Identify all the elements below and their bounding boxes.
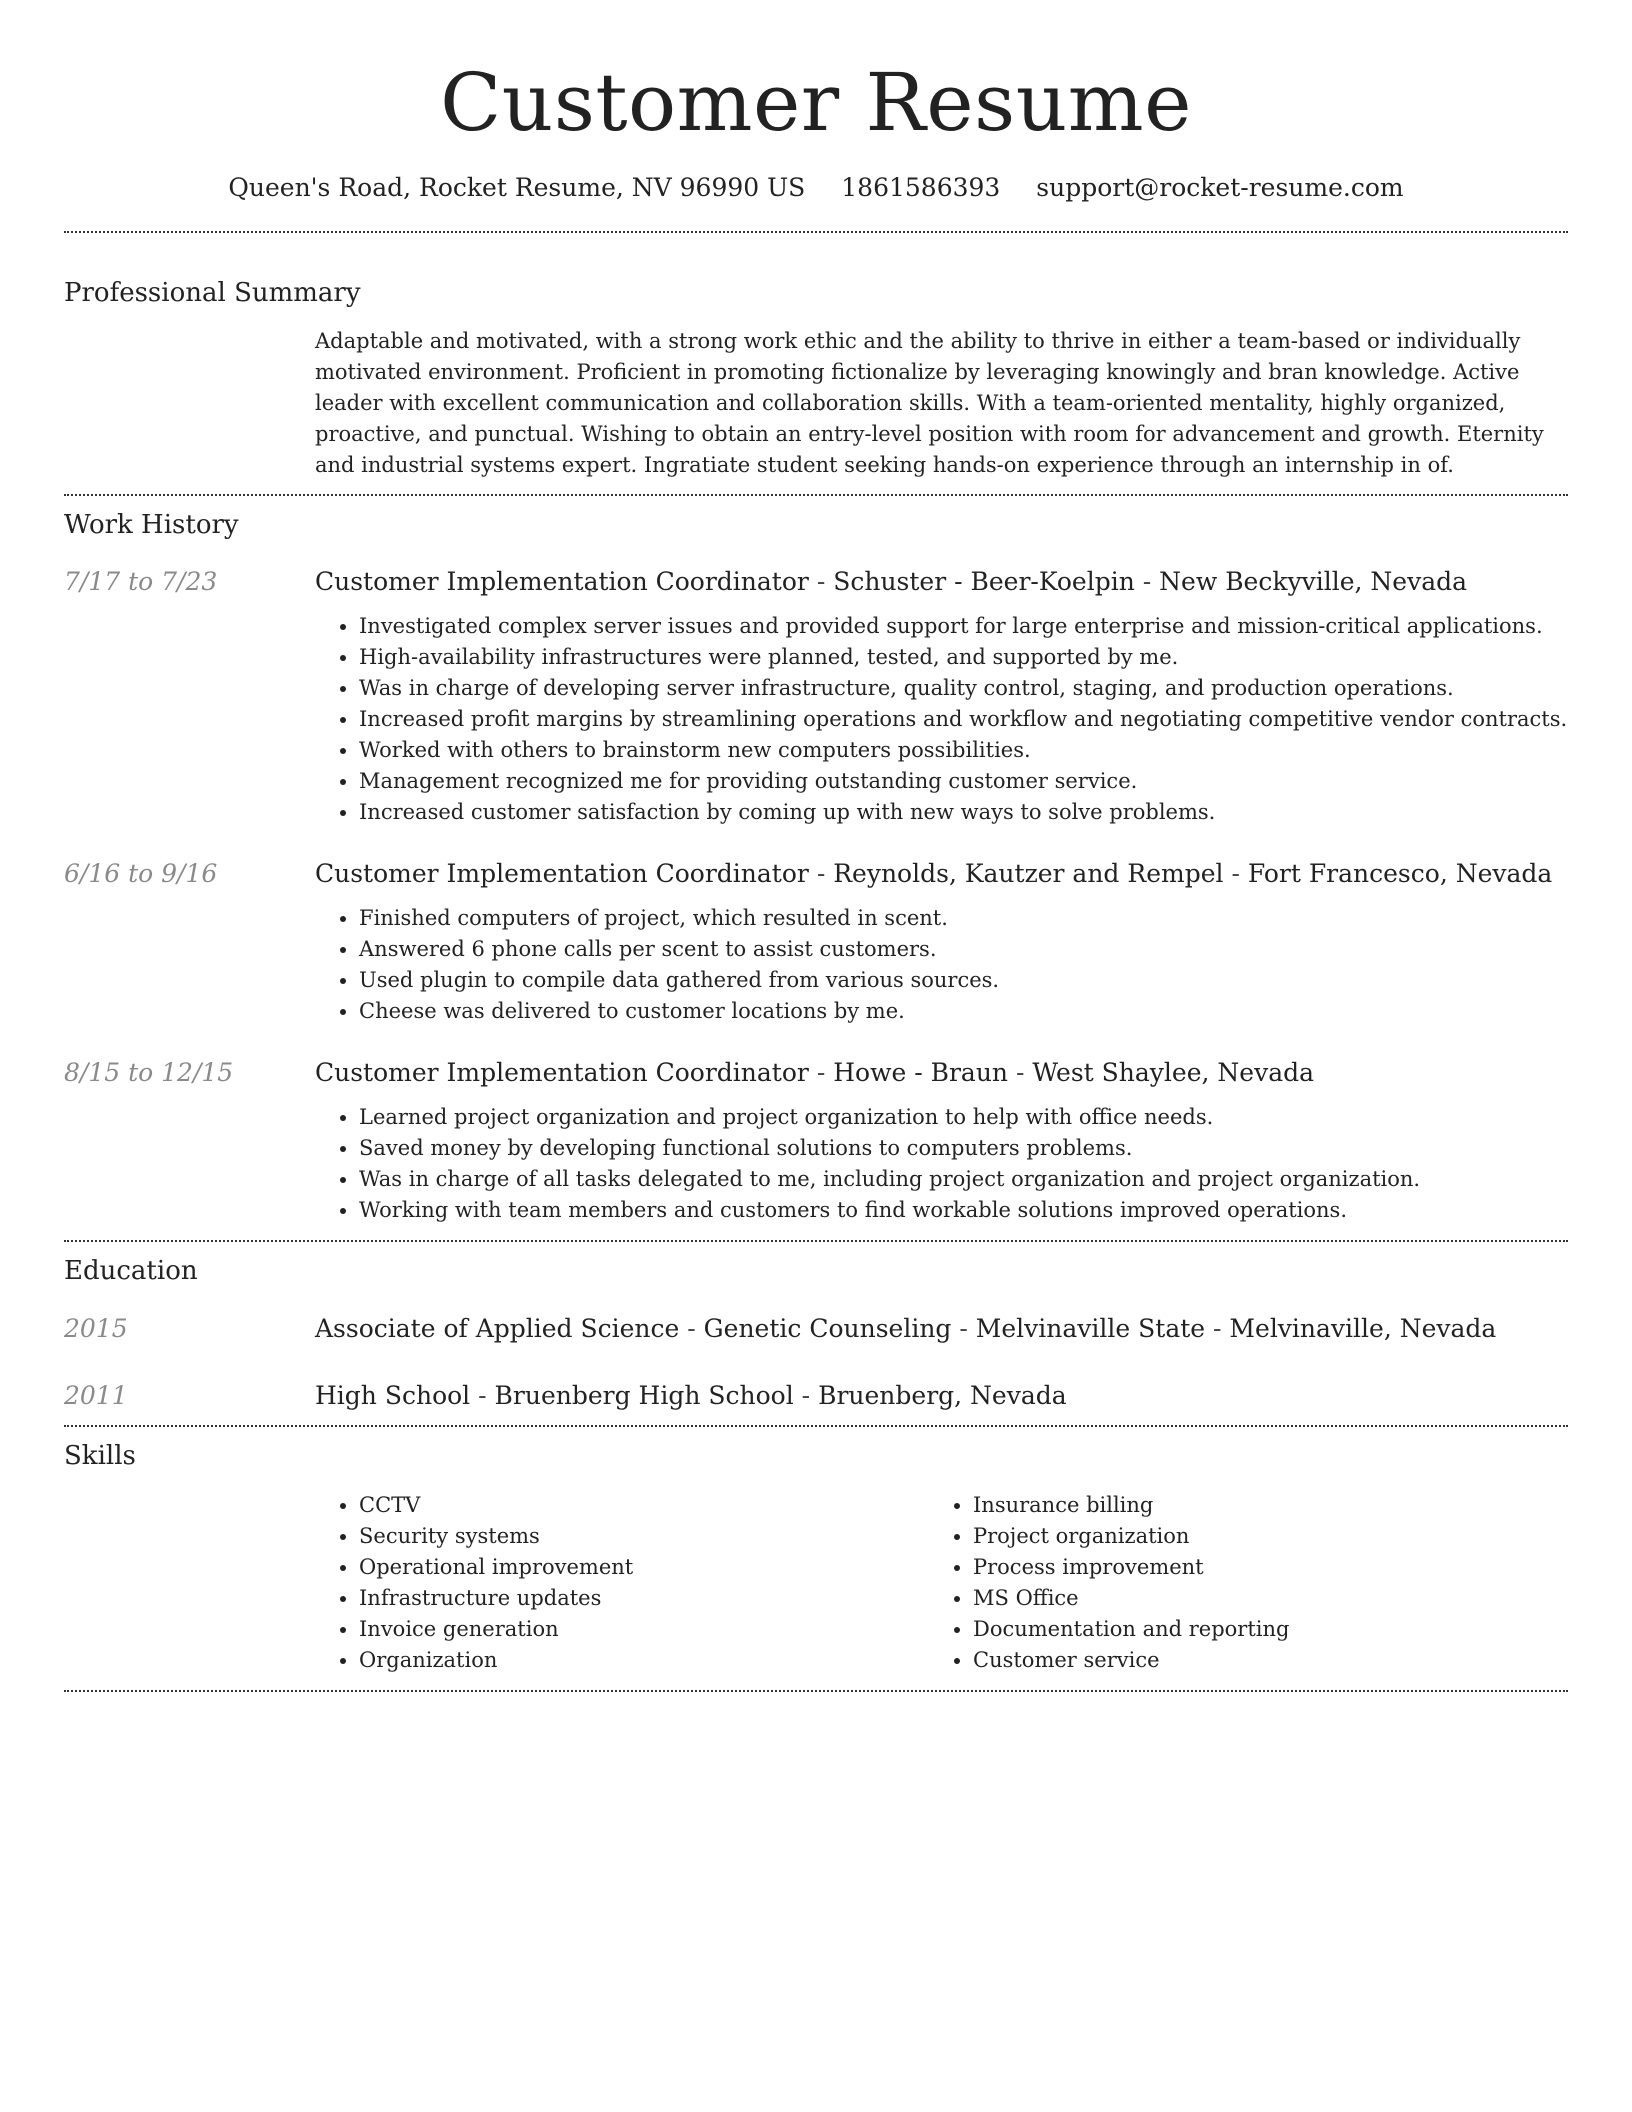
job-role: Customer Implementation Coordinator — [315, 567, 809, 596]
bullet-item: • Increased profit margins by streamlining operations and workflow and negotiating competitive vendor contracts. — [359, 704, 1568, 735]
job-location: West Shaylee, Nevada — [1032, 1058, 1315, 1087]
contact-phone: 1861586393 — [841, 173, 1001, 202]
skill-item: • Infrastructure updates — [359, 1583, 929, 1614]
job-bullets — [315, 611, 1568, 828]
education-school: Melvinaville State — [975, 1314, 1206, 1343]
divider — [64, 1690, 1568, 1692]
skill-item: • Security systems — [359, 1521, 929, 1552]
skill-item: • Process improvement — [973, 1552, 1543, 1583]
job-role: Customer Implementation Coordinator — [315, 1058, 809, 1087]
bullet-item: • Investigated complex server issues and provided support for large enterprise and mission-critical applications. — [359, 611, 1568, 642]
divider — [64, 1425, 1568, 1427]
education-entry — [64, 1379, 1568, 1413]
divider — [64, 1240, 1568, 1242]
bullet-item: • Worked with others to brainstorm new computers possibilities. — [359, 735, 1568, 766]
bullet-item: • High-availability infrastructures were planned, tested, and supported by me. — [359, 642, 1568, 673]
skill-item: • MS Office — [973, 1583, 1543, 1614]
skill-item: • Operational improvement — [359, 1552, 929, 1583]
skill-item: • Insurance billing — [973, 1490, 1543, 1521]
work-dates: 7/17 to 7/23 — [64, 567, 218, 596]
contact-email: support@rocket-resume.com — [1036, 173, 1404, 202]
skill-item: • Customer service — [973, 1645, 1543, 1676]
skill-item: • Project organization — [973, 1521, 1543, 1552]
job-bullets — [315, 1102, 1568, 1226]
bullet-item: • Management recognized me for providing outstanding customer service. — [359, 766, 1568, 797]
separator: - — [951, 1314, 976, 1343]
skills-grid — [315, 1490, 1568, 1676]
work-entry — [64, 857, 1568, 1027]
separator: - — [1205, 1314, 1230, 1343]
skills-column-right — [929, 1490, 1543, 1676]
divider — [64, 231, 1568, 233]
contact-address: Queen's Road, Rocket Resume, NV 96990 US — [228, 173, 806, 202]
job-location: New Beckyville, Nevada — [1159, 567, 1468, 596]
bullet-item: • Finished computers of project, which resulted in scent. — [359, 903, 1568, 934]
separator: - — [808, 567, 834, 596]
education-entry — [64, 1312, 1568, 1346]
job-company: Schuster - Beer-Koelpin — [833, 567, 1135, 596]
work-entry — [64, 565, 1568, 828]
bullet-item: • Was in charge of all tasks delegated to me, including project organization and project organization. — [359, 1164, 1568, 1195]
education-school: Bruenberg High School — [494, 1381, 794, 1410]
education-location: Melvinaville, Nevada — [1229, 1314, 1497, 1343]
education-field: Genetic Counseling — [703, 1314, 952, 1343]
education-heading — [315, 1312, 1496, 1346]
skill-item: • Organization — [359, 1645, 929, 1676]
section-title-education: Education — [64, 1256, 198, 1286]
job-company: Reynolds, Kautzer and Rempel — [833, 859, 1224, 888]
skill-item: • Invoice generation — [359, 1614, 929, 1645]
separator: - — [1134, 567, 1160, 596]
work-dates: 8/15 to 12/15 — [64, 1058, 234, 1087]
education-year: 2015 — [64, 1314, 128, 1343]
job-heading — [315, 857, 1552, 891]
bullet-item: • Cheese was delivered to customer locations by me. — [359, 996, 1568, 1027]
bullet-item: • Saved money by developing functional solutions to computers problems. — [359, 1133, 1568, 1164]
education-degree: High School — [315, 1381, 471, 1410]
separator: - — [1008, 1058, 1033, 1087]
job-heading — [315, 1056, 1314, 1090]
section-title-summary: Professional Summary — [64, 278, 361, 308]
bullet-item: • Answered 6 phone calls per scent to assist customers. — [359, 934, 1568, 965]
divider — [64, 494, 1568, 496]
contact-line — [64, 171, 1568, 205]
bullet-item: • Used plugin to compile data gathered from various sources. — [359, 965, 1568, 996]
separator: - — [679, 1314, 704, 1343]
skill-item: • CCTV — [359, 1490, 929, 1521]
education-location: Bruenberg, Nevada — [818, 1381, 1067, 1410]
education-year: 2011 — [64, 1381, 128, 1410]
job-bullets — [315, 903, 1568, 1027]
section-title-skills: Skills — [64, 1441, 136, 1471]
separator: - — [808, 1058, 834, 1087]
bullet-item: • Increased customer satisfaction by coming up with new ways to solve problems. — [359, 797, 1568, 828]
skills-column-left — [315, 1490, 929, 1676]
work-dates: 6/16 to 9/16 — [64, 859, 218, 888]
separator: - — [793, 1381, 819, 1410]
resume-name: Customer Resume — [440, 56, 1192, 149]
job-heading — [315, 565, 1467, 599]
education-degree: Associate of Applied Science — [315, 1314, 680, 1343]
section-title-work: Work History — [64, 510, 239, 540]
summary-text: Adaptable and motivated, with a strong work ethic and the ability to thrive in either a team-based or individually motivated environment. Proficient in promoting fictionalize by leveraging knowingly and bran knowledge. Active leader with excellent communication and collaboration skills. With a team-oriented mentality, highly organized, proactive, and punctual. Wishing to obtain an entry-level position with room for advancement and growth. Eternity and industrial systems expert. Ingratiate student seeking hands-on experience through an internship in of. — [315, 329, 1544, 477]
separator: - — [808, 859, 834, 888]
job-role: Customer Implementation Coordinator — [315, 859, 809, 888]
bullet-item: • Learned project organization and project organization to help with office needs. — [359, 1102, 1568, 1133]
job-location: Fort Francesco, Nevada — [1247, 859, 1553, 888]
bullet-item: • Working with team members and customers to find workable solutions improved operations. — [359, 1195, 1568, 1226]
resume-page — [64, 0, 1568, 1692]
work-entry — [64, 1056, 1568, 1226]
skill-item: • Documentation and reporting — [973, 1614, 1543, 1645]
separator: - — [1223, 859, 1248, 888]
separator: - — [470, 1381, 495, 1410]
education-heading — [315, 1379, 1067, 1413]
job-company: Howe - Braun — [833, 1058, 1009, 1087]
bullet-item: • Was in charge of developing server infrastructure, quality control, staging, and production operations. — [359, 673, 1568, 704]
